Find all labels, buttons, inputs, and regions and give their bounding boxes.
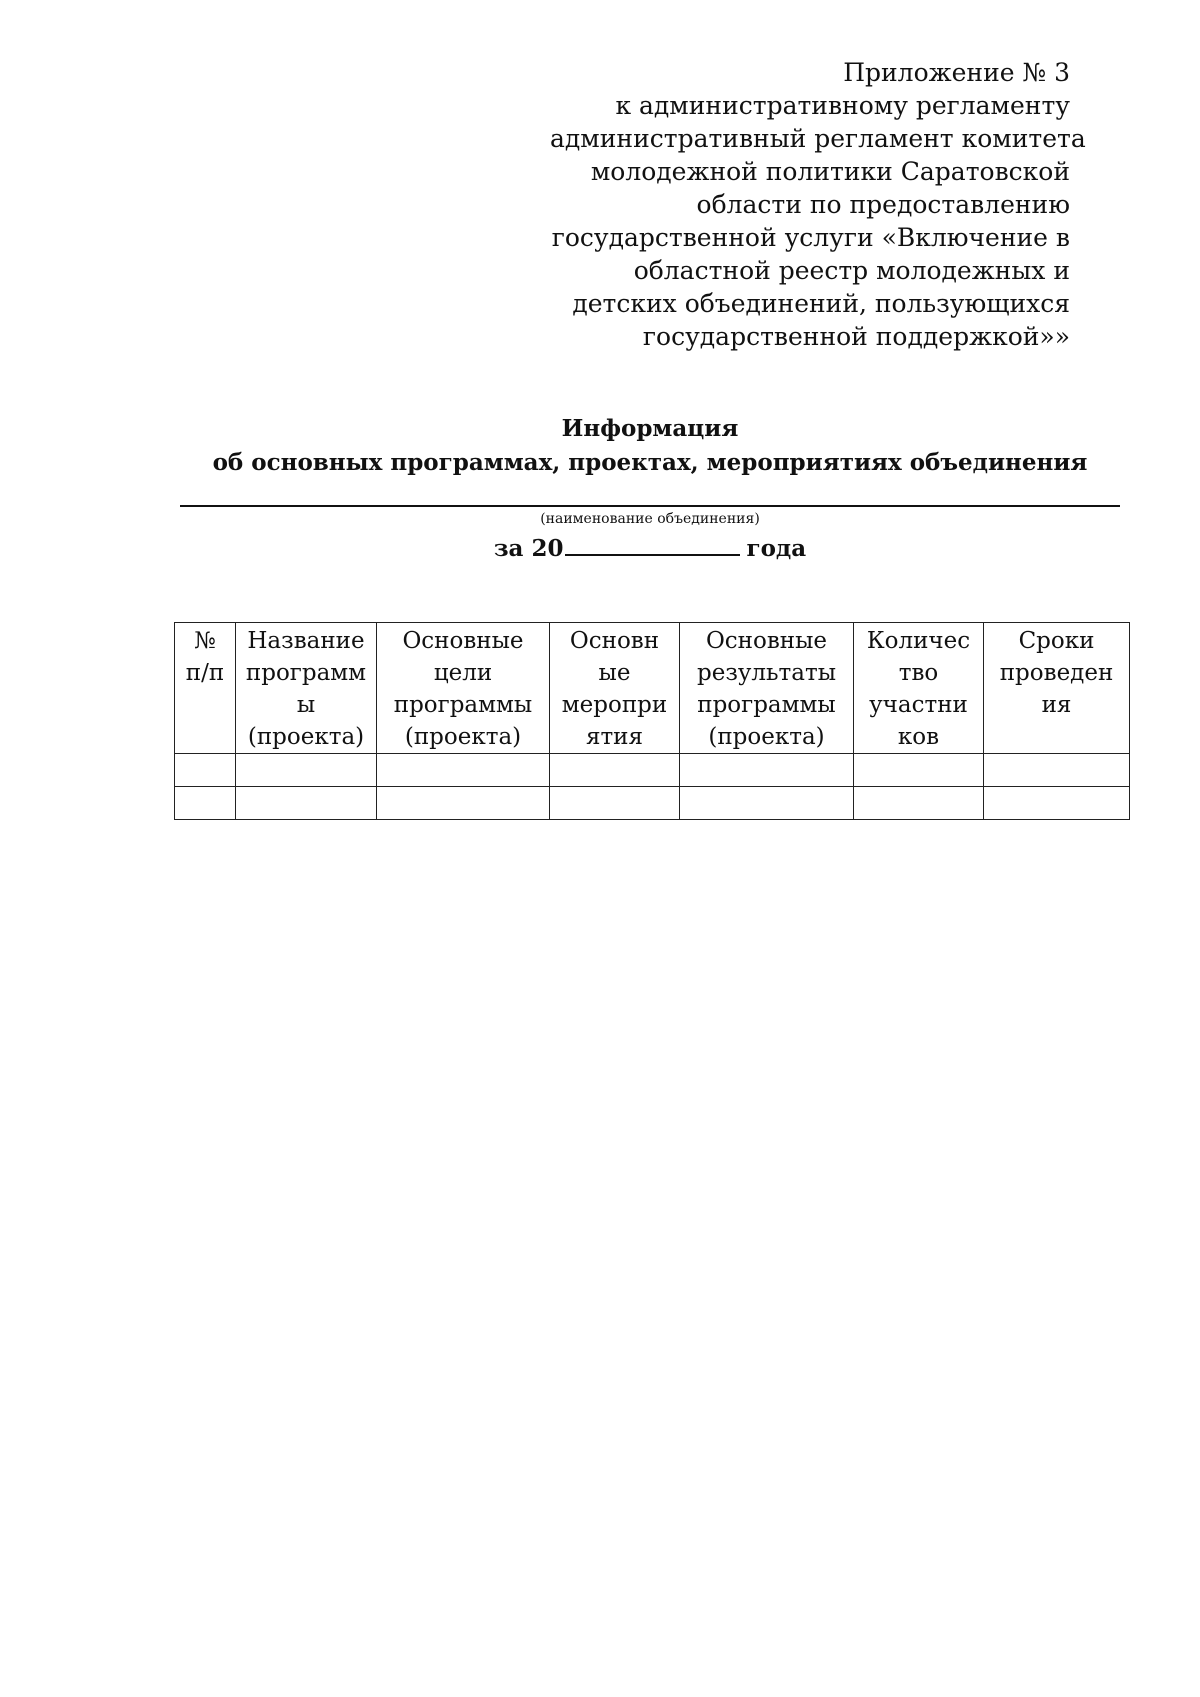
programs-table	[174, 622, 1130, 820]
header-number: № п/п	[175, 623, 236, 754]
header-participants-count: Количес тво участни ков	[854, 623, 984, 754]
annex-line: молодежной политики Саратовской	[590, 157, 1070, 186]
table-cell[interactable]	[236, 787, 377, 820]
year-suffix: года	[746, 535, 807, 562]
annex-line: к административному регламенту	[615, 91, 1070, 120]
organization-name-line[interactable]	[180, 505, 1120, 507]
annex-line: административный регламент комитета	[550, 124, 1086, 153]
title-line-1: Информация	[561, 415, 739, 442]
year-line	[180, 532, 1120, 562]
annex-line: Приложение № 3	[843, 58, 1070, 87]
table-cell[interactable]	[377, 754, 550, 787]
table-cell[interactable]	[984, 787, 1130, 820]
annex-line: государственной поддержкой»»	[642, 322, 1070, 351]
annex-line: государственной услуги «Включение в	[551, 223, 1070, 252]
organization-name-caption: (наименование объединения)	[540, 511, 760, 527]
table-cell[interactable]	[854, 754, 984, 787]
annex-line: области по предоставлению	[696, 190, 1070, 219]
annex-block	[550, 56, 1086, 353]
header-dates: Сроки проведен ия	[984, 623, 1130, 754]
table-cell[interactable]	[984, 754, 1130, 787]
year-prefix: за 20	[493, 535, 564, 562]
annex-line: областной реестр молодежных и	[633, 256, 1070, 285]
year-blank-field[interactable]	[565, 532, 740, 556]
table-cell[interactable]	[175, 754, 236, 787]
header-program-name: Название программ ы (проекта)	[236, 623, 377, 754]
table-cell[interactable]	[550, 787, 680, 820]
table-cell[interactable]	[680, 787, 854, 820]
table-cell[interactable]	[236, 754, 377, 787]
document-title	[180, 412, 1120, 480]
table-cell[interactable]	[377, 787, 550, 820]
table-header-row	[175, 623, 1130, 754]
table-row	[175, 787, 1130, 820]
title-line-2: об основных программах, проектах, мероприятиях объединения	[212, 449, 1088, 476]
table-cell[interactable]	[680, 754, 854, 787]
header-program-results: Основные результаты программы (проекта)	[680, 623, 854, 754]
table-row	[175, 754, 1130, 787]
header-program-goals: Основные цели программы (проекта)	[377, 623, 550, 754]
table-cell[interactable]	[175, 787, 236, 820]
header-main-events: Основн ые меропри ятия	[550, 623, 680, 754]
annex-line: детских объединений, пользующихся	[572, 289, 1070, 318]
table-cell[interactable]	[550, 754, 680, 787]
table-cell[interactable]	[854, 787, 984, 820]
